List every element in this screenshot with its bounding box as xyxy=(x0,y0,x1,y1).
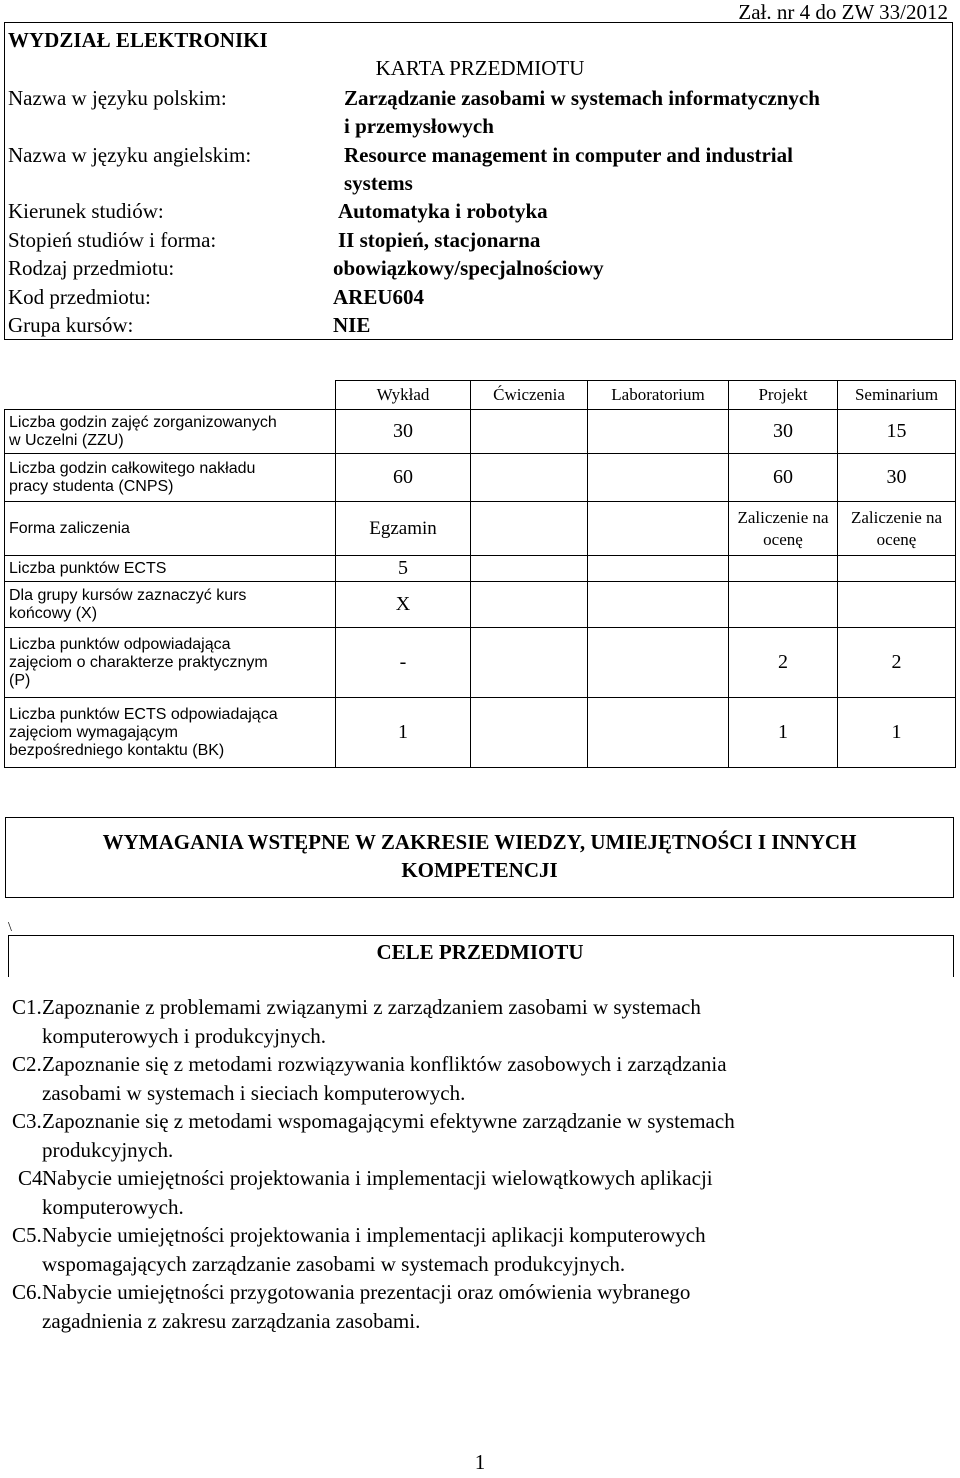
table-cell xyxy=(588,556,729,582)
table-cell xyxy=(471,454,588,502)
column-header: Wykład xyxy=(336,381,471,410)
goals-list xyxy=(12,993,938,1335)
goal-number: C5. xyxy=(12,1223,42,1247)
table-row xyxy=(5,582,956,628)
table-row xyxy=(5,628,956,698)
goal-text: Zapoznanie z problemami związanymi z zarządzaniem zasobami w systemach komputerowych i produkcyjnych. xyxy=(42,995,701,1048)
table-cell: 60 xyxy=(336,454,471,502)
table-cell: - xyxy=(336,628,471,698)
row-label: Liczba godzin zajęć zorganizowanych w Uczelni (ZZU) xyxy=(5,410,336,454)
goal-number: C4. xyxy=(18,1166,48,1190)
column-header: Ćwiczenia xyxy=(471,381,588,410)
name-en-label: Nazwa w języku angielskim: xyxy=(8,143,252,167)
requirements-box xyxy=(5,817,954,898)
column-header: Laboratorium xyxy=(588,381,729,410)
row-label: Liczba godzin całkowitego nakładu pracy studenta (CNPS) xyxy=(5,454,336,502)
row-label: Forma zaliczenia xyxy=(5,502,336,556)
row-label: Dla grupy kursów zaznaczyć kurs końcowy (X) xyxy=(5,582,336,628)
goal-text: Zapoznanie się z metodami rozwiązywania konfliktów zasobowych i zarządzania zasobami w systemach i sieciach komputerowych. xyxy=(42,1052,727,1105)
goal-item xyxy=(12,1278,938,1335)
stray-backslash: \ xyxy=(8,920,12,935)
goal-item xyxy=(12,1107,938,1164)
course-type-label: Rodzaj przedmiotu: xyxy=(8,256,175,280)
field-of-study-value: Automatyka i robotyka xyxy=(338,199,548,223)
course-group-label: Grupa kursów: xyxy=(8,313,134,337)
table-cell: Zaliczenie na ocenę xyxy=(838,502,956,556)
table-cell xyxy=(588,628,729,698)
name-pl-label: Nazwa w języku polskim: xyxy=(8,86,227,110)
table-cell: 2 xyxy=(838,628,956,698)
table-cell xyxy=(588,582,729,628)
hours-table xyxy=(4,380,956,768)
hours-table-header xyxy=(5,381,956,410)
goal-item xyxy=(12,1221,938,1278)
table-corner xyxy=(5,381,336,410)
table-cell xyxy=(471,410,588,454)
table-cell: 5 xyxy=(336,556,471,582)
table-cell xyxy=(471,502,588,556)
course-code-value: AREU604 xyxy=(333,285,425,309)
table-cell xyxy=(471,556,588,582)
degree-label: Stopień studiów i forma: xyxy=(8,228,217,252)
table-cell: 30 xyxy=(729,410,838,454)
table-row xyxy=(5,502,956,556)
goals-title: CELE PRZEDMIOTU xyxy=(376,940,584,964)
name-pl-value-1: Zarządzanie zasobami w systemach informatycznych xyxy=(344,86,820,110)
table-cell: 1 xyxy=(336,698,471,768)
course-type-value: obowiązkowy/specjalnościowy xyxy=(333,256,604,280)
course-group-value: NIE xyxy=(333,313,371,337)
table-cell xyxy=(588,410,729,454)
table-cell xyxy=(588,502,729,556)
goal-number: C3. xyxy=(12,1109,42,1133)
goal-text: Nabycie umiejętności projektowania i implementacji wielowątkowych aplikacji komputerowych. xyxy=(42,1166,713,1219)
row-label: Liczba punktów ECTS odpowiadająca zajęciom wymagającym bezpośredniego kontaktu (BK) xyxy=(5,698,336,768)
goal-text: Nabycie umiejętności projektowania i implementacji aplikacji komputerowych wspomagających zarządzanie zasobami w systemach produkcyjnych. xyxy=(42,1223,706,1276)
table-cell xyxy=(471,628,588,698)
goal-number: C6. xyxy=(12,1280,42,1304)
table-cell xyxy=(838,582,956,628)
name-en-value-1: Resource management in computer and industrial xyxy=(344,143,793,167)
table-cell xyxy=(588,698,729,768)
table-row xyxy=(5,556,956,582)
name-en-value-2: systems xyxy=(344,171,413,195)
table-cell: 15 xyxy=(838,410,956,454)
table-cell: 1 xyxy=(838,698,956,768)
table-cell: 2 xyxy=(729,628,838,698)
goal-item xyxy=(12,1164,938,1221)
name-pl-value-2: i przemysłowych xyxy=(344,114,494,138)
table-cell: 30 xyxy=(336,410,471,454)
page-number: 1 xyxy=(474,1450,486,1474)
goal-number: C1. xyxy=(12,995,42,1019)
table-cell xyxy=(588,454,729,502)
table-row xyxy=(5,410,956,454)
table-cell: 60 xyxy=(729,454,838,502)
course-code-label: Kod przedmiotu: xyxy=(8,285,151,309)
table-cell: X xyxy=(336,582,471,628)
table-cell xyxy=(729,582,838,628)
attachment-reference: Zał. nr 4 do ZW 33/2012 xyxy=(738,0,948,24)
row-label: Liczba punktów odpowiadająca zajęciom o charakterze praktycznym (P) xyxy=(5,628,336,698)
goal-item xyxy=(12,993,938,1050)
field-of-study-label: Kierunek studiów: xyxy=(8,199,164,223)
table-cell xyxy=(729,556,838,582)
requirements-title-line-2: KOMPETENCJI xyxy=(401,858,558,882)
table-cell xyxy=(838,556,956,582)
table-cell: 30 xyxy=(838,454,956,502)
table-cell: 1 xyxy=(729,698,838,768)
table-cell xyxy=(471,582,588,628)
column-header: Projekt xyxy=(729,381,838,410)
table-cell: Egzamin xyxy=(336,502,471,556)
table-cell xyxy=(471,698,588,768)
goal-number: C2. xyxy=(12,1052,42,1076)
goal-text: Nabycie umiejętności przygotowania prezentacji oraz omówienia wybranego zagadnienia z zakresu zarządzania zasobami. xyxy=(42,1280,691,1333)
table-row xyxy=(5,454,956,502)
faculty-name: WYDZIAŁ ELEKTRONIKI xyxy=(8,28,268,52)
table-row xyxy=(5,698,956,768)
column-header: Seminarium xyxy=(838,381,956,410)
requirements-title-line-1: WYMAGANIA WSTĘPNE W ZAKRESIE WIEDZY, UMIEJĘTNOŚCI I INNYCH xyxy=(102,830,857,854)
table-cell: Zaliczenie na ocenę xyxy=(729,502,838,556)
row-label: Liczba punktów ECTS xyxy=(5,556,336,582)
card-title: KARTA PRZEDMIOTU xyxy=(375,56,585,80)
goal-text: Zapoznanie się z metodami wspomagającymi efektywne zarządzanie w systemach produkcyjnych. xyxy=(42,1109,735,1162)
degree-value: II stopień, stacjonarna xyxy=(338,228,541,252)
goal-item xyxy=(12,1050,938,1107)
